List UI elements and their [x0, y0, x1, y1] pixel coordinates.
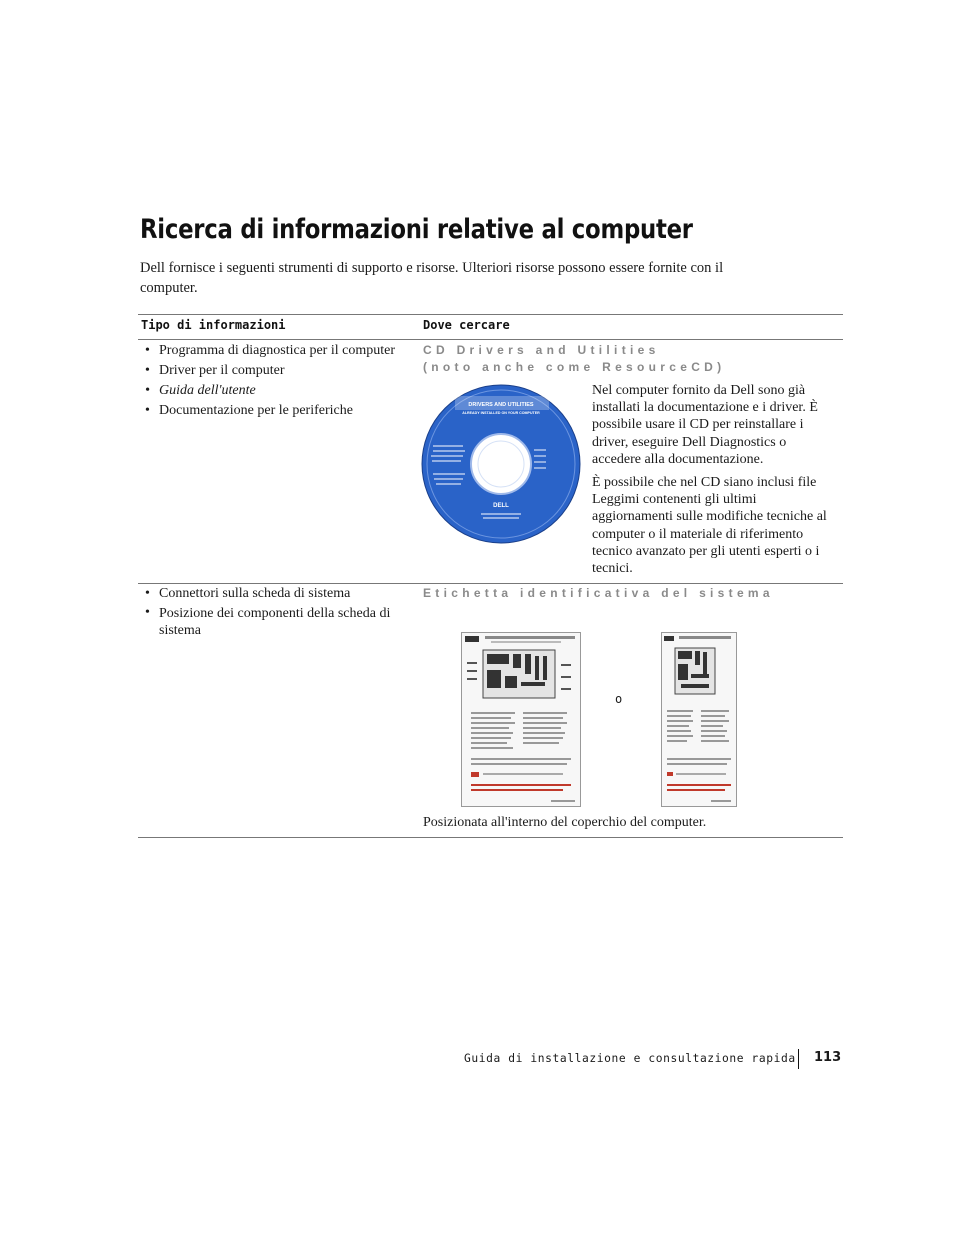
list-item: • Programma di diagnostica per il computer — [145, 341, 395, 361]
list-item: • Posizione dei componenti della scheda di sistema — [145, 604, 399, 639]
cd-paragraph-1: Nel computer fornito da Dell sono già installati la documentazione e i driver. È possibile usare il CD per reinstallare i driver, eseguire Dell Diagnostics o accedere alla documentazione. — [592, 383, 818, 467]
cd-label-sub: ALREADY INSTALLED ON YOUR COMPUTER — [462, 411, 540, 415]
cd-source-title: CD Drivers and Utilities — [423, 343, 660, 357]
system-label-image-2 — [661, 632, 737, 807]
page-title: Ricerca di informazioni relative al computer — [140, 214, 693, 245]
column-header-info-type: Tipo di informazioni — [141, 318, 286, 332]
cd-paragraph-2: È possibile che nel CD siano inclusi file Leggimi contenenti gli ultimi aggiornamenti sulle modifiche tecniche al computer o il materiale di riferimento tecnico avanzato per gli utenti esperti o i tecnici. — [592, 475, 827, 577]
cd-source-subtitle: (noto anche come ResourceCD) — [423, 360, 726, 374]
system-label-image-1 — [461, 632, 581, 807]
header-bottom-rule — [138, 339, 843, 340]
table-bottom-rule — [138, 837, 843, 838]
label-location-caption: Posizionata all'interno del coperchio del computer. — [423, 815, 707, 830]
intro-paragraph: Dell fornisce i seguenti strumenti di supporto e risorse. Ulteriori risorse possono essere fornite con il computer. — [140, 260, 724, 296]
list-item: • Guida dell'utente — [145, 381, 395, 401]
row2-info-list — [145, 584, 399, 639]
dell-logo: DELL — [493, 503, 509, 509]
or-separator: o — [615, 692, 623, 706]
cd-image — [421, 384, 581, 544]
footer-guide-title: Guida di installazione e consultazione rapida — [464, 1051, 796, 1065]
list-item: • Documentazione per le periferiche — [145, 401, 395, 421]
page-number: 113 — [814, 1050, 842, 1065]
list-item: • Driver per il computer — [145, 361, 395, 381]
list-item: • Connettori sulla scheda di sistema — [145, 584, 399, 604]
footer-divider — [798, 1049, 799, 1069]
row1-info-list — [145, 341, 395, 421]
table-top-rule — [138, 314, 843, 315]
label-source-title: Etichetta identificativa del sistema — [423, 586, 774, 600]
column-header-where-to-look: Dove cercare — [423, 318, 510, 332]
cd-label-top: DRIVERS AND UTILITIES — [468, 402, 534, 408]
